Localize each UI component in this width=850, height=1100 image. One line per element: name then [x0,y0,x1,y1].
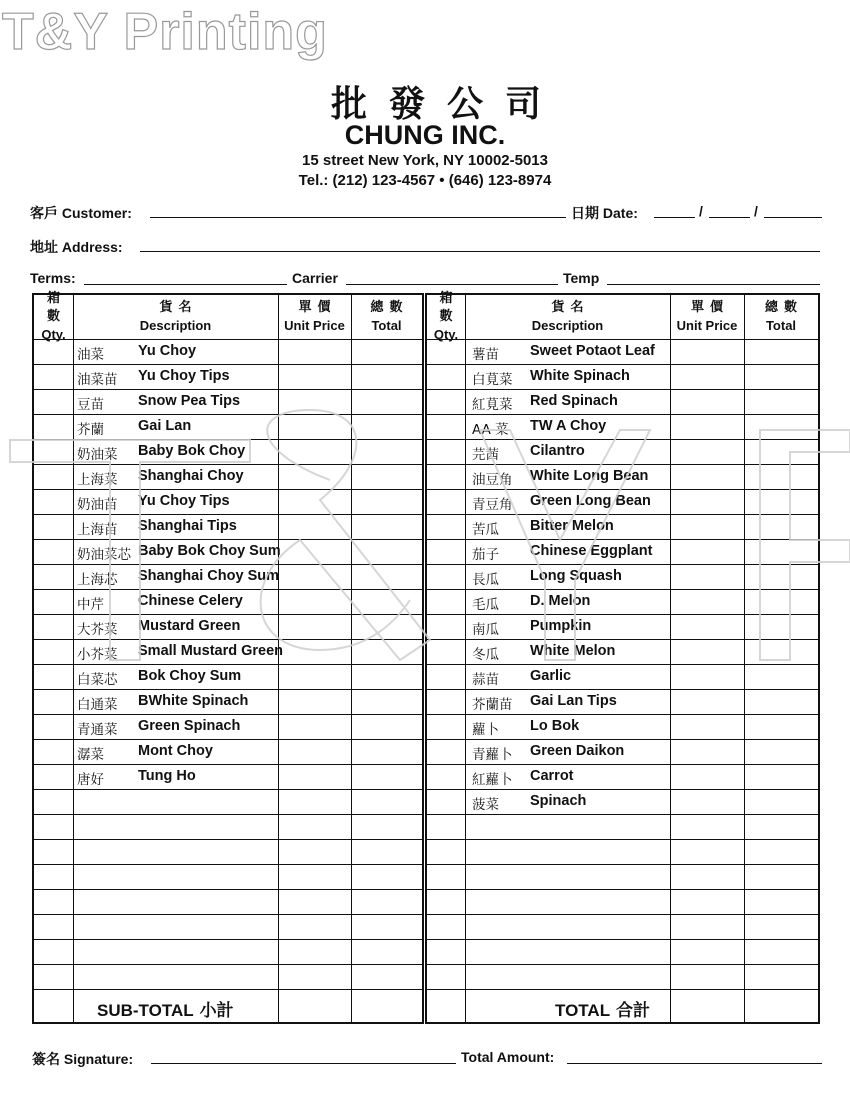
row-divider [34,939,422,940]
item-name-chinese: 油菜 [77,347,104,363]
signature-label: 簽名 Signature: [32,1051,134,1067]
row-divider [427,939,818,940]
company-name: CHUNG INC. [344,120,506,150]
item-name-chinese: 白菜芯 [77,672,118,688]
date-year-field[interactable] [764,217,822,218]
row-divider [34,689,422,690]
item-name-chinese: 奶油菜芯 [77,547,131,563]
item-name-chinese: 上海菜 [77,472,118,488]
terms-field[interactable] [84,284,287,285]
total-header: 總數 Total [764,300,803,333]
date-separator: / [754,203,758,219]
item-name-chinese: AA 菜 [472,422,509,438]
row-divider [34,789,422,790]
item-name: Snow Pea Tips [138,393,241,409]
item-name: Gai Lan [138,418,192,434]
address-field[interactable] [140,251,820,252]
item-name-chinese: 毛瓜 [472,597,499,613]
carrier-field[interactable] [346,284,558,285]
row-divider [427,464,818,465]
temp-label: Temp [563,270,600,286]
row-divider [427,414,818,415]
row-divider [34,764,422,765]
row-divider [34,439,422,440]
company-phone: Tel.: (212) 123-4567 • (646) 123-8974 [298,172,552,189]
item-name: Green Spinach [138,718,241,734]
row-divider [427,989,818,990]
row-divider [34,864,422,865]
item-name: Small Mustard Green [138,643,284,659]
company-address: 15 street New York, NY 10002-5013 [302,152,548,169]
customer-field[interactable] [150,217,566,218]
total-header: 總數 Total [370,300,409,333]
header-divider [34,339,422,340]
row-divider [427,689,818,690]
terms-label: Terms: [30,270,76,286]
item-name: Bitter Melon [530,518,614,534]
item-name-chinese: 青通菜 [77,722,118,738]
row-divider [427,589,818,590]
row-divider [427,489,818,490]
item-name-chinese: 小芥菜 [77,647,118,663]
row-divider [427,914,818,915]
address-label: 地址 Address: [30,239,123,255]
row-divider [427,514,818,515]
item-name: Mont Choy [138,743,213,759]
item-name-chinese: 上海苗 [77,522,118,538]
row-divider [427,789,818,790]
printer-watermark: T&Y Printing [2,3,328,61]
item-name: Red Spinach [530,393,618,409]
item-name: Yu Choy Tips [138,493,230,509]
item-name-chinese: 白通菜 [77,697,118,713]
row-divider [34,489,422,490]
item-name-chinese: 青蘿卜 [472,747,513,763]
item-name: Baby Bok Choy [138,443,246,459]
row-divider [34,514,422,515]
item-name: Spinach [530,793,587,809]
item-name: Long Squash [530,568,622,584]
item-name: Sweet Potaot Leaf [530,343,655,359]
item-name-chinese: 蒜苗 [472,672,499,688]
item-name: Pumpkin [530,618,592,634]
item-name: Shanghai Tips [138,518,237,534]
total-amount-field[interactable] [567,1063,822,1064]
item-name: Cilantro [530,443,585,459]
row-divider [427,664,818,665]
date-separator: / [699,203,703,219]
row-divider [34,889,422,890]
item-name: Baby Bok Choy Sum [138,543,281,559]
item-name: Shanghai Choy [138,468,244,484]
item-name-chinese: 油豆角 [472,472,513,488]
temp-field[interactable] [607,284,820,285]
item-name: Lo Bok [530,718,580,734]
row-divider [427,439,818,440]
item-name-chinese: 奶油苗 [77,497,118,513]
row-divider [34,739,422,740]
row-divider [427,864,818,865]
item-name: Chinese Celery [138,593,243,609]
row-divider [34,639,422,640]
description-header: 貨名 Description [139,300,212,333]
item-name: TW A Choy [530,418,607,434]
item-name-chinese: 冬瓜 [472,647,499,663]
item-name: Mustard Green [138,618,241,634]
item-name: Garlic [530,668,572,684]
row-divider [427,389,818,390]
item-name-chinese: 潺菜 [77,747,104,763]
unit-price-header: 單價 Unit Price [284,300,345,333]
item-name: BWhite Spinach [138,693,249,709]
item-name-chinese: 油菜苗 [77,372,118,388]
row-divider [427,639,818,640]
row-divider [34,539,422,540]
signature-field[interactable] [151,1063,456,1064]
item-name-chinese: 茄子 [472,547,499,563]
row-divider [34,414,422,415]
item-name: Yu Choy [138,343,197,359]
item-name-chinese: 紅莧菜 [472,397,513,413]
item-name-chinese: 薯苗 [472,347,499,363]
item-name: Green Long Bean [530,493,651,509]
item-name: White Spinach [530,368,630,384]
item-name-chinese: 芥蘭 [77,422,104,438]
date-label: 日期 Date: [571,205,638,221]
total-amount-label: Total Amount: [461,1049,555,1065]
row-divider [34,614,422,615]
company-name-chinese: 批發公司 [330,84,563,125]
row-divider [427,964,818,965]
row-divider [427,614,818,615]
subtotal-label: SUB-TOTAL 小計 [97,1001,234,1021]
row-divider [427,564,818,565]
item-name: D. Melon [530,593,591,609]
customer-label: 客戶 Customer: [30,205,132,221]
row-divider [427,839,818,840]
item-name: Tung Ho [138,768,196,784]
carrier-label: Carrier [292,270,338,286]
row-divider [34,814,422,815]
row-divider [34,914,422,915]
row-divider [427,764,818,765]
item-name-chinese: 唐好 [77,772,104,788]
date-month-field[interactable] [654,217,695,218]
item-name-chinese: 上海芯 [77,572,118,588]
qty-header: 箱數 Qty. [41,291,66,342]
item-name: Yu Choy Tips [138,368,230,384]
item-name-chinese: 長瓜 [472,572,499,588]
order-table-left [32,293,424,1024]
row-divider [34,589,422,590]
item-name: Chinese Eggplant [530,543,653,559]
row-divider [427,364,818,365]
row-divider [34,839,422,840]
item-name-chinese: 白莧菜 [472,372,513,388]
item-name: Carrot [530,768,574,784]
description-header: 貨名 Description [531,300,604,333]
total-label: TOTAL 合計 [555,1001,651,1021]
row-divider [34,464,422,465]
qty-header: 箱數 Qty. [433,291,459,342]
row-divider [34,664,422,665]
row-divider [427,714,818,715]
item-name: Bok Choy Sum [138,668,242,684]
item-name: Gai Lan Tips [530,693,617,709]
item-name-chinese: 苦瓜 [472,522,499,538]
row-divider [34,714,422,715]
row-divider [34,564,422,565]
item-name-chinese: 南瓜 [472,622,499,638]
item-name: White Melon [530,643,616,659]
item-name: Shanghai Choy Sum [138,568,279,584]
unit-price-header: 單價 Unit Price [676,300,738,333]
row-divider [34,364,422,365]
item-name-chinese: 紅蘿卜 [472,772,513,788]
header-divider [427,339,818,340]
row-divider [427,739,818,740]
row-divider [427,889,818,890]
item-name-chinese: 奶油菜 [77,447,118,463]
row-divider [427,814,818,815]
date-day-field[interactable] [709,217,750,218]
item-name-chinese: 中芹 [77,597,104,613]
item-name-chinese: 豆苗 [77,397,104,413]
row-divider [34,964,422,965]
item-name-chinese: 蘿卜 [472,722,499,738]
item-name-chinese: 青豆角 [472,497,513,513]
order-table-right [425,293,820,1024]
item-name-chinese: 芥蘭苗 [472,697,513,713]
row-divider [34,989,422,990]
item-name-chinese: 菠菜 [472,797,499,813]
item-name-chinese: 大芥菜 [77,622,118,638]
item-name: Green Daikon [530,743,625,759]
item-name: White Long Bean [530,468,649,484]
row-divider [427,539,818,540]
row-divider [34,389,422,390]
item-name-chinese: 芫茜 [472,447,499,463]
